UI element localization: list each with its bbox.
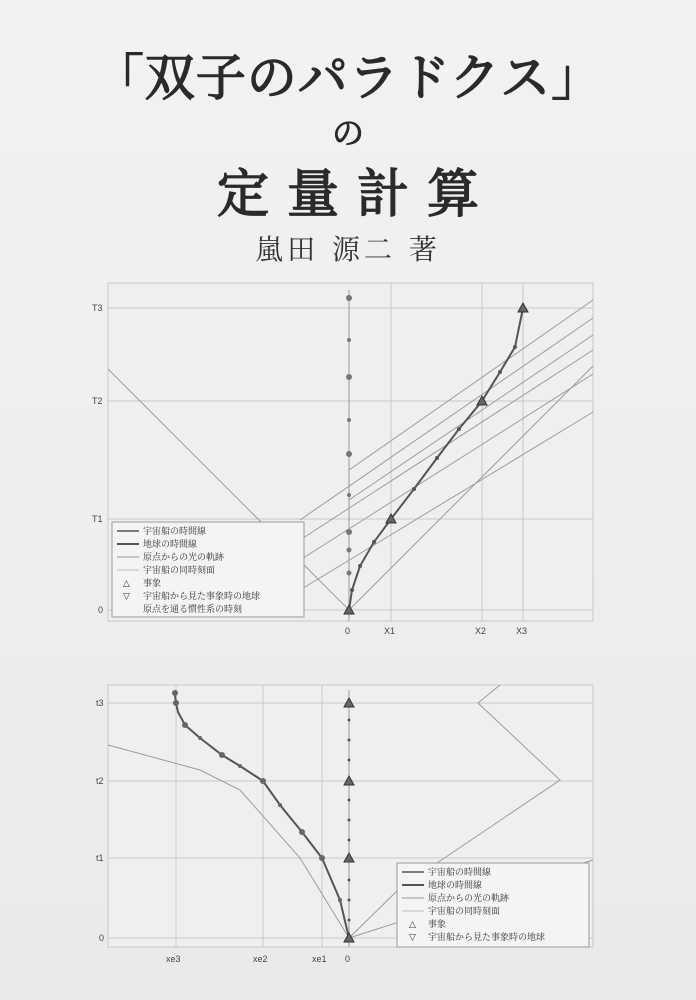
title-line-2: の (331, 114, 364, 152)
author-name: 嵐田 源二 著 (255, 233, 441, 266)
legend-bottom (397, 863, 589, 947)
legend-item: 原点からの光の軌跡 (143, 553, 225, 563)
spacetime-diagram-earth-frame (92, 283, 593, 636)
legend-item: 宇宙船の同時刻面 (143, 566, 216, 576)
x-tick-X3: X3 (516, 626, 528, 636)
y-tick-T1: T1 (92, 514, 103, 524)
svg-text:▽: ▽ (123, 592, 130, 602)
x-tick-xe1: xe1 (312, 954, 327, 964)
y-tick-t1: t1 (96, 853, 104, 863)
x-tick-xe2: xe2 (253, 954, 268, 964)
svg-text:▽: ▽ (409, 933, 416, 943)
legend-item: 宇宙船の同時刻面 (428, 907, 501, 917)
svg-text:△: △ (123, 579, 130, 589)
legend-item: 宇宙船から見た事象時の地球 (428, 933, 546, 943)
y-tick-0: 0 (98, 605, 104, 615)
legend-item: 原点を通る慣性系の時刻 (143, 605, 243, 615)
legend-item: 宇宙船の時間線 (428, 868, 492, 878)
x-tick-0: 0 (345, 626, 351, 636)
legend-top (112, 522, 304, 617)
title-line-1: 「双子のパラドクス」 (93, 49, 603, 107)
legend-item: 宇宙船から見た事象時の地球 (143, 592, 261, 602)
y-tick-t3: t3 (96, 698, 104, 708)
x-tick-X2: X2 (475, 626, 487, 636)
legend-item: 事象 (428, 920, 447, 930)
legend-item: 事象 (143, 579, 162, 589)
x-tick-xe3: xe3 (166, 954, 181, 964)
y-tick-t2: t2 (96, 776, 104, 786)
legend-item: 地球の時間線 (428, 881, 483, 891)
spacetime-diagram-ship-frame (96, 685, 593, 964)
svg-text:△: △ (409, 920, 416, 930)
x-tick-0: 0 (345, 954, 351, 964)
legend-item: 宇宙船の時間線 (143, 527, 207, 537)
legend-item: 地球の時間線 (143, 540, 198, 550)
y-tick-T3: T3 (92, 303, 103, 313)
legend-item: 原点からの光の軌跡 (428, 894, 510, 904)
title-line-3: 定量計算 (216, 165, 497, 225)
x-tick-X1: X1 (384, 626, 396, 636)
y-tick-T2: T2 (92, 396, 103, 406)
y-tick-0: 0 (99, 933, 105, 943)
